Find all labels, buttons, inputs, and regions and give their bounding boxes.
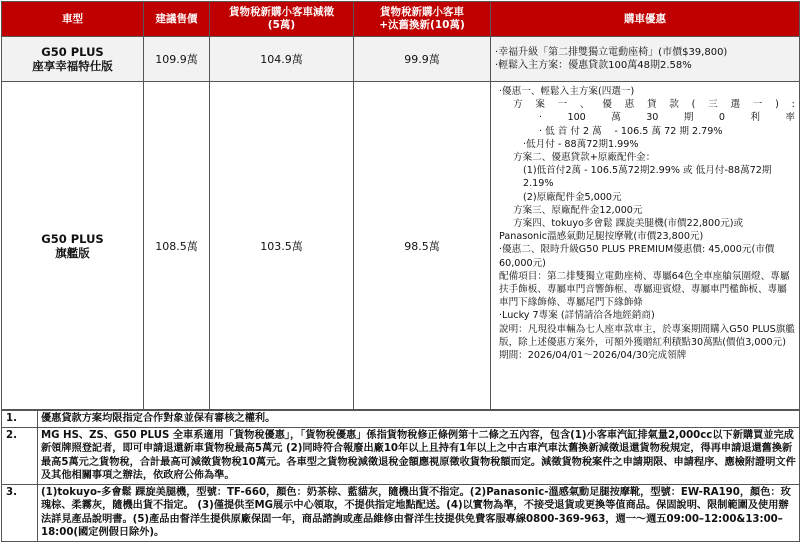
offer-line: 方案四、tokuyo多會鬆 踝旋美腿機(市價22,800元)或 [513,218,744,230]
offer-line: 期間：2026/04/01～2026/04/30完成領牌 [499,350,687,362]
model-cell [2,37,144,82]
offer-char: 萬 [611,112,621,124]
offer-char: 貸 [646,99,657,111]
header-tax-line1: 貨物稅新購小客車減徵 [229,6,334,18]
offer-char: 期 [683,112,694,124]
price-table [1,1,800,410]
trade-in-price: 99.9萬 [354,37,491,82]
offer-char: : [791,99,795,111]
offer-char: 0 [718,112,725,124]
offer-line: 方案二、優惠貸款+原廠配件金： [513,152,656,164]
offer-char: 選 [730,99,741,111]
header-row [2,2,800,37]
offer-char: 優 [602,99,612,111]
offer-char: 率 [785,112,795,124]
offer-line: ‧優惠一、輕鬆入主方案(四選一) [499,86,635,97]
table-row [2,82,800,410]
note-number: 3. [2,484,38,541]
table-row [2,37,800,82]
offer-line: ‧低月付 - 88萬72期1.99% [523,138,639,150]
offers-cell [491,37,800,82]
offer-char: 一 [752,99,763,111]
note-row [2,484,800,541]
suggested-price: 108.5萬 [144,82,210,410]
offer-line: Panasonic溫感氣動足腿按摩靴(市價23,800元) [499,231,704,243]
trade-in-price: 98.5萬 [354,82,491,410]
offer-line: (1)低首付2萬 - 106.5萬72期2.99% 或 低月付-88萬72期2.19% [523,165,772,190]
note-row [2,427,800,484]
offer-line: (2)原廠配件金5,000元 [523,191,622,203]
offer-line: 方案三、原廠配件金12,000元 [513,204,643,216]
note-number: 2. [2,427,38,484]
header-offers: 購車優惠 [491,2,800,37]
offer-line-justified [499,111,795,124]
header-tax-reduction [210,2,354,37]
notes-table [1,410,800,542]
offer-char: 惠 [624,99,635,111]
model-trim: 座享幸福特仕版 [32,59,113,73]
offers-cell [491,82,800,410]
model-name: G50 PLUS [41,231,104,246]
offer-char: 方 [513,99,523,111]
offer-char: ( [691,99,696,111]
header-model: 車型 [2,2,144,37]
note-text: (1)tokuyo-多會鬆 踝旋美腿機，型號：TF-660，顏色：奶茶棕、藍貓灰，隨機出貨不指定。(2)Panasonic-溫感氣動足腿按摩靴，型號：EW-RA190，顏色：玫瑰棕、柔霧灰，隨機出貨不指定。 (3)僅提供至MG展示中心領取，不提供指定地點配送。(4)以實物為準，不接受退貨或更換等值商品。保固說明、限制範圍及使用辦法詳見產品說明書。(5)產品由督洋生提供原廠保固一年，商品諮詢或產品維修由督洋生技提供免費客服專線0800-369-963，週一～週五09:00–12:00&13:00–18:00(國定例假日除外)。 [38,484,800,541]
offer-char: ) [775,99,779,111]
offer-line: ‧幸福升級「第二排雙獨立電動座椅」(市價$39,800) [495,46,728,58]
note-number: 1. [2,411,38,428]
header-trade-line1: 貨物稅新購小客車 [380,6,464,18]
offer-line: ‧ 低 首 付 2 萬 - 106.5 萬 72 期 2.79% [539,125,723,137]
offer-line: ‧優惠二、限時升級G50 PLUS PREMIUM優惠價: 45,000元(市價60,000元) [499,244,775,269]
offer-line-justified [499,98,795,111]
offer-char: 案 [535,99,545,111]
header-tax-trade-in [354,2,491,37]
offer-line: ‧輕鬆入主方案：優惠貸款100萬48期2.58% [495,60,692,71]
offer-char: 30 [646,112,659,124]
model-trim: 旗艦版 [55,245,90,260]
offer-char: 款 [669,99,679,111]
model-name: G50 PLUS [41,45,104,59]
header-trade-line2: +汰舊換新(10萬) [379,19,465,31]
price-list-page [1,1,799,538]
header-tax-line2: (5萬) [267,19,296,31]
note-text: MG HS、ZS、G50 PLUS 全車系適用「貨物稅優惠」，「貨物稅優惠」係指貨物稅修正條例第十二條之五內容，包含(1)小客車汽缸排氣量2,000cc以下新購買並完成新領牌照登記者，即可申請退還新車貨物稅最高5萬元 (2)同時符合報廢出廠10年以上且持有1年以上之中古車汽車汰舊換新減徵退還貨物稅規定，得再申請退還舊換新最高5萬元之貨物稅，合計最高可減徵貨物稅10萬元。各車型之貨物稅減徵退稅金額應視原徵收貨物稅額而定。減徵貨物稅案件之申請期限、申請程序、應檢附證明文件及其他相關事項之辦法，依政府公佈為準。 [38,427,800,484]
offer-line: ‧Lucky 7專案 (詳情請洽各地經銷商) [499,310,655,322]
offer-line: 說明：凡現役車輛為七人座車款車主，於專案期間購入G50 PLUS旗艦版，除上述優惠方案外，可額外獲贈紅利積點30萬點(價值3,000元) [499,323,795,348]
tax-reduced-price: 104.9萬 [210,37,354,82]
offer-char: ‧ [539,112,543,124]
offer-char: 三 [708,99,718,111]
offer-char: 一 [557,99,568,111]
suggested-price: 109.9萬 [144,37,210,82]
offer-char: 利 [750,112,760,124]
tax-reduced-price: 103.5萬 [210,82,354,410]
model-cell [2,82,144,410]
offer-char: 100 [567,112,586,124]
header-suggested-price: 建議售價 [144,2,210,37]
offer-char: 、 [579,99,590,111]
offer-line: 配備項目：第二排雙獨立電動座椅、專屬64色全車座艙氛圍燈、專屬扶手飾板、專屬車門音響飾框、專屬迎賓燈、專屬車門檻飾板、專屬車門下緣飾條、專屬尾門下緣飾條 [499,270,790,309]
note-row [2,411,800,428]
note-text: 優惠貸款方案均限指定合作對象並保有審核之權利。 [38,411,800,428]
